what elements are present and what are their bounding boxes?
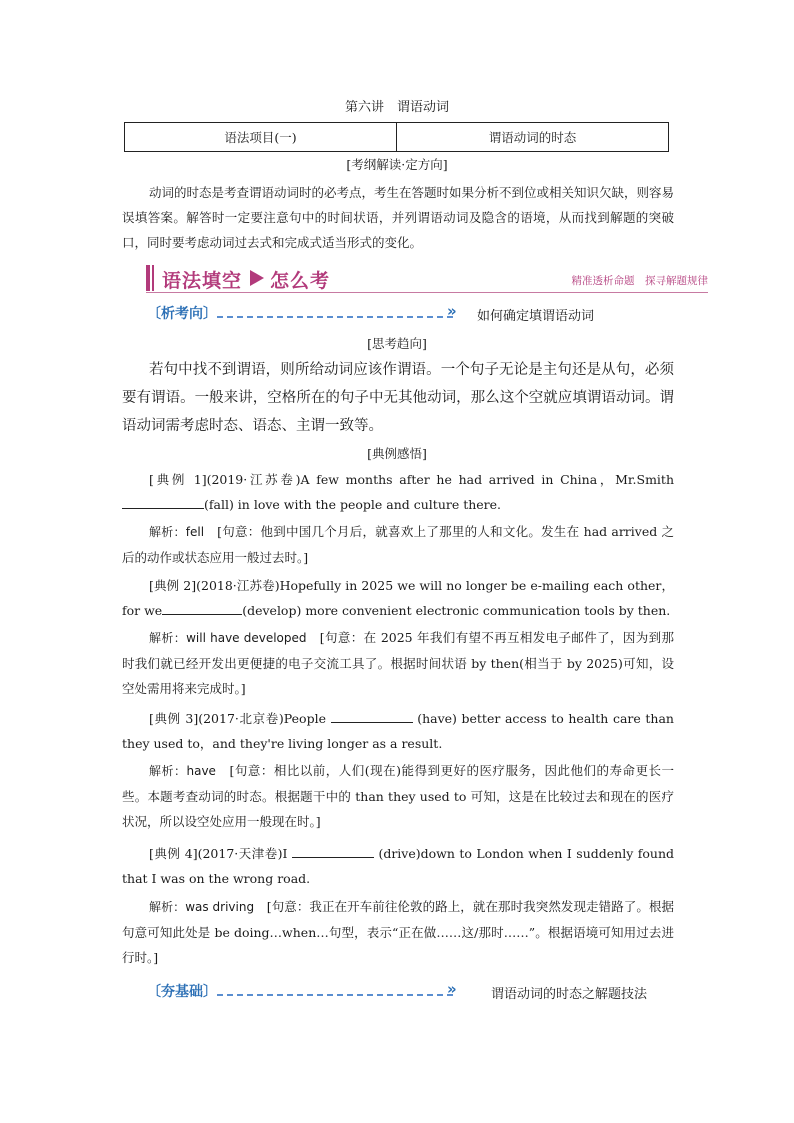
answer-blank	[331, 709, 413, 723]
example-1-note: [句意：他到中国几个月后，就喜欢上了那里的人和文化。发生在 had arrived 之后的动作或状态应用一般过去时。]	[122, 524, 674, 565]
example-3-analysis	[122, 758, 674, 834]
banner-divider	[146, 292, 708, 293]
play-arrow-icon	[250, 270, 264, 286]
topic-grid	[124, 122, 669, 152]
banner-title-part2: 怎么考	[270, 270, 331, 292]
example-2-analysis	[122, 625, 674, 701]
example-2-note: [句意：在 2025 年我们有望不再互相发电子邮件了，因为到那时我们就已经开发出更便捷的电子交流工具了。根据时间状语 by then(相当于 by 2025)可知，设空处需用将来完成时。]	[122, 630, 674, 696]
answer-blank	[122, 495, 204, 509]
banner-bar-thin-icon	[152, 265, 154, 291]
exam-guide-heading: [考纲解读·定方向]	[346, 157, 448, 172]
dashed-line	[217, 316, 453, 318]
analysis-label: 解析：	[149, 631, 187, 645]
section-analyze-label: 〔析考向〕	[147, 306, 217, 322]
example-3-text-end: (have) better access to health care than they used to，and they're living longer as a result.	[122, 711, 674, 751]
example-1-text-end: (fall) in love with the people and culture there.	[204, 497, 502, 512]
example-2-question	[122, 573, 674, 623]
exam-guide-body: 动词的时态是考查谓语动词时的必考点，考生在答题时如果分析不到位或相关知识欠缺，则容易误填答案。解答时一定要注意句中的时间状语，并列谓语动词及隐含的语境，从而找到解题的突破口，同时要考虑动词过去式和完成式适当形式的变化。	[122, 185, 675, 250]
example-1-text: [典例 1](2019·江苏卷)A few months after he had arrived in China，Mr.Smith	[149, 472, 674, 487]
thinking-body: 若句中找不到谓语，则所给动词应该作谓语。一个句子无论是主句还是从句，必须要有谓语。一般来讲，空格所在的句子中无其他动词，那么这个空就应填谓语动词。谓语动词需考虑时态、语态、主谓一致等。	[122, 362, 674, 434]
example-3-text: [典例 3](2017·北京卷)People	[149, 711, 326, 726]
grid-left-cell: 语法项目(一)	[224, 130, 297, 145]
example-4-answer: was driving	[185, 900, 255, 914]
example-4-text: [典例 4](2017·天津卷)I	[149, 846, 288, 861]
banner-bar-icon	[146, 265, 150, 291]
example-2-text-end: (develop) more convenient electronic communication tools by then.	[242, 603, 671, 618]
banner-title-part1: 语法填空	[162, 270, 243, 292]
example-3-question	[122, 706, 674, 756]
section-foundation-side: 谓语动词的时态之解题技法	[491, 987, 648, 1002]
analysis-label: 解析：	[149, 525, 186, 539]
banner-tagline: 精准透析命题 探寻解题规律	[571, 275, 708, 287]
example-1-question	[122, 467, 674, 517]
example-2-answer: will have developed	[186, 631, 307, 645]
section-foundation-label: 〔夯基础〕	[147, 984, 217, 1000]
dashed-line	[217, 994, 453, 996]
double-chevron-icon: »	[447, 980, 454, 998]
page-title: 第六讲 谓语动词	[344, 100, 449, 115]
section-analyze	[147, 303, 667, 327]
analysis-label: 解析：	[149, 764, 187, 778]
analysis-label: 解析：	[149, 900, 186, 914]
example-4-note: [句意：我正在开车前往伦敦的路上，就在那时我突然发现走错路了。根据句意可知此处是 be doing…when…句型，表示“正在做……这/那时……”。根据语境可知用过去进行时。]	[122, 899, 674, 965]
section-analyze-side: 如何确定填谓语动词	[477, 309, 595, 324]
example-4-analysis	[122, 894, 674, 970]
answer-blank	[162, 601, 242, 615]
example-4-text-end: (drive)down to London when I suddenly found that I was on the wrong road.	[122, 846, 674, 886]
examples-heading: [典例感悟]	[367, 446, 427, 461]
grid-right-cell: 谓语动词的时态	[396, 123, 668, 151]
example-3-note: [句意：相比以前，人们(现在)能得到更好的医疗服务，因此他们的寿命更长一些。本题考查动词的时态。根据题干中的 than they used to 可知，这是在比较过去和现在的医疗状况，所以设空处应用一般现在时。]	[122, 763, 674, 829]
double-chevron-icon: »	[447, 302, 454, 320]
example-4-question	[122, 841, 674, 891]
example-1-analysis	[122, 519, 674, 570]
thinking-heading: [思考趋向]	[367, 336, 427, 351]
section-banner	[122, 265, 708, 293]
answer-blank	[292, 844, 374, 858]
section-foundation	[147, 981, 667, 1005]
example-3-answer: have	[186, 764, 216, 778]
example-1-answer: fell	[185, 525, 205, 539]
example-2-text: [典例 2](2018·江苏卷)Hopefully in 2025 we will no longer be e-mailing each other，for we	[122, 578, 674, 618]
